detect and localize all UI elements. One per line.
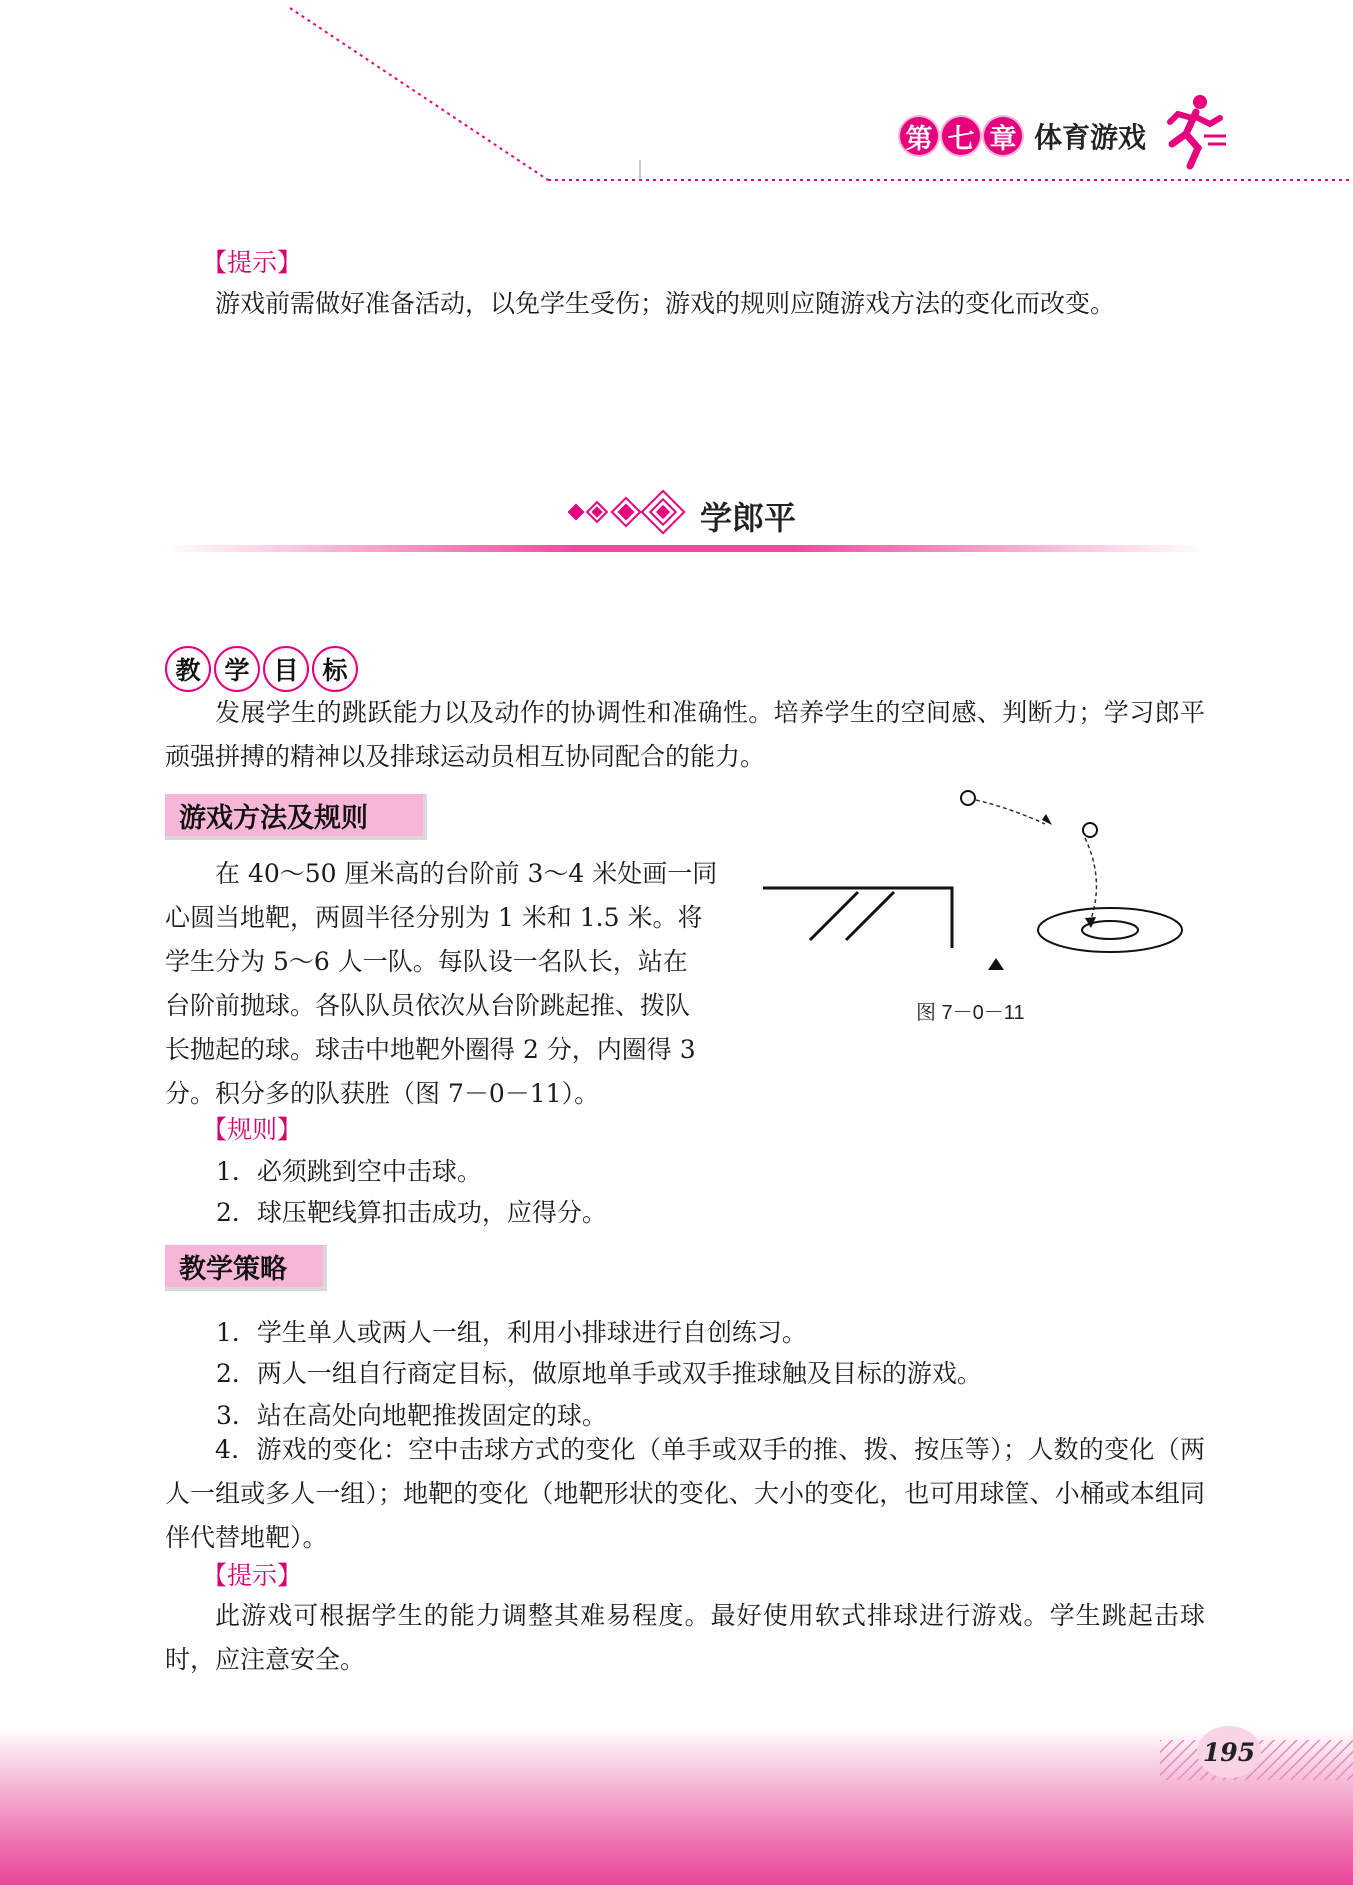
- goal-char: 标: [312, 646, 358, 692]
- goal-heading: [165, 646, 361, 692]
- chapter-char: 第: [900, 117, 938, 155]
- tip-label-2: 【提示】: [202, 1561, 303, 1590]
- goal-char: 目: [263, 646, 309, 692]
- chapter-header: [900, 112, 1146, 160]
- strategy-heading: 教学策略: [165, 1245, 327, 1291]
- strategy-item-4: 4．游戏的变化：空中击球方式的变化（单手或双手的推、拨、按压等）；人数的变化（两人一组或多人一组）；地靶的变化（地靶形状的变化、大小的变化，也可用球筐、小桶或本组同伴代替地靶）。: [165, 1435, 1205, 1552]
- strategy-item: 3．站在高处向地靶推拨固定的球。: [216, 1401, 607, 1430]
- goal-char: 学: [214, 646, 260, 692]
- game-diagram: [760, 780, 1210, 980]
- footer-band: [0, 1728, 1353, 1885]
- goal-char: 教: [165, 646, 211, 692]
- section-divider: [165, 545, 1205, 552]
- method-line: 学生分为 5～6 人一队。每队设一名队长，站在: [165, 947, 688, 976]
- chapter-title: 体育游戏: [1034, 121, 1147, 154]
- tip-label: 【提示】: [202, 248, 303, 277]
- method-heading: 游戏方法及规则: [165, 794, 427, 840]
- runner-icon: [1160, 92, 1230, 172]
- chapter-char: 章: [984, 117, 1022, 155]
- header-decoration: [0, 0, 1353, 200]
- rule-item: 1．必须跳到空中击球。: [216, 1157, 482, 1186]
- rules-label: 【规则】: [202, 1115, 303, 1144]
- strategy-item: 2．两人一组自行商定目标，做原地单手或双手推球触及目标的游戏。: [216, 1359, 982, 1388]
- method-line: 台阶前抛球。各队队员依次从台阶跳起推、拨队: [165, 991, 691, 1020]
- goal-text: 发展学生的跳跃能力以及动作的协调性和准确性。培养学生的空间感、判断力；学习郎平顽强拼搏的精神以及排球运动员相互协同配合的能力。: [165, 698, 1205, 771]
- method-line: 长抛起的球。球击中地靶外圈得 2 分，内圈得 3: [165, 1035, 696, 1064]
- method-line: 心圆当地靶，两圆半径分别为 1 米和 1.5 米。将: [165, 903, 703, 932]
- method-line: 分。积分多的队获胜（图 7－0－11）。: [165, 1079, 600, 1108]
- section-title: 学郎平: [700, 499, 797, 537]
- rule-item: 2．球压靶线算扣击成功，应得分。: [216, 1198, 607, 1227]
- chapter-char: 七: [942, 117, 980, 155]
- tip-text-2: 此游戏可根据学生的能力调整其难易程度。最好使用软式排球进行游戏。学生跳起击球时，应注意安全。: [165, 1601, 1205, 1674]
- method-text: [165, 852, 745, 1116]
- tip-text: 游戏前需做好准备活动，以免学生受伤；游戏的规则应随游戏方法的变化而改变。: [215, 289, 1116, 318]
- strategy-item: 1．学生单人或两人一组，利用小排球进行自创练习。: [216, 1318, 807, 1347]
- figure-caption: 图 7－0－11: [916, 1002, 1025, 1024]
- diamond-icon: [568, 490, 688, 540]
- method-line: 在 40～50 厘米高的台阶前 3～4 米处画一同: [215, 859, 718, 888]
- page-number: 195: [1197, 1726, 1261, 1778]
